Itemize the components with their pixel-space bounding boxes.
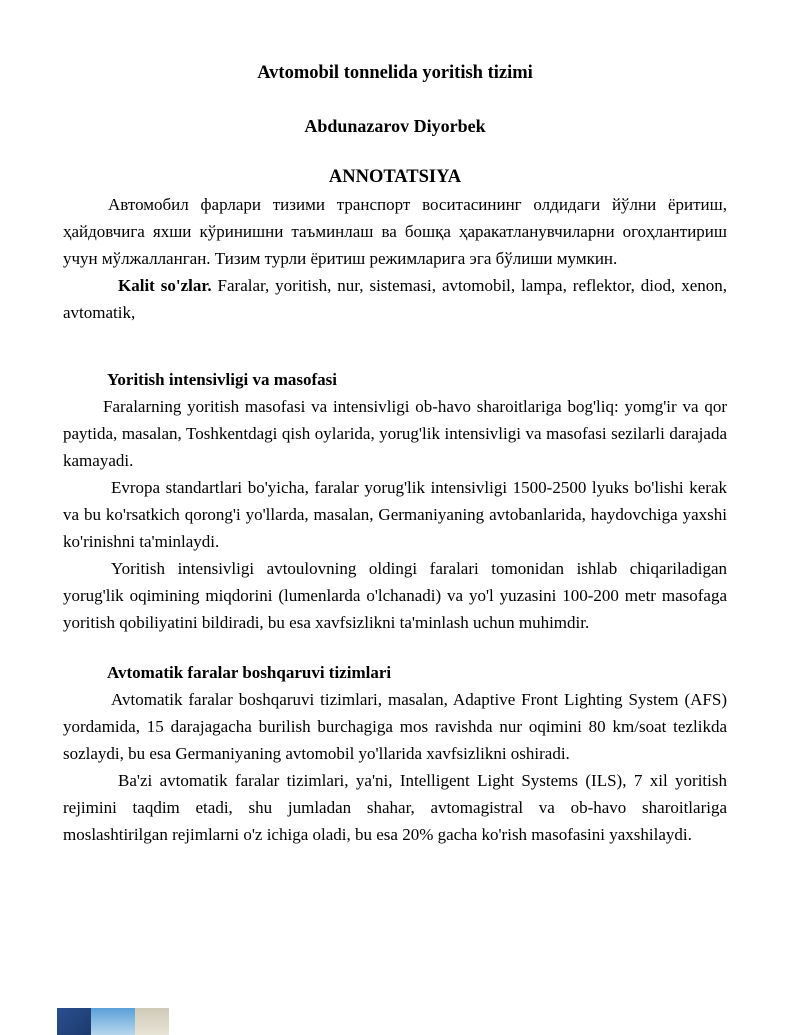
paragraph-ils-system: Ba'zi avtomatik faralar tizimlari, ya'ni, Intelligent Light Systems (ILS), 7 xil yoritish rejimini taqdim etadi, shu jumladan shahar, avtomagistral va ob-havo sharoitlariga moslashtirilgan rejimlarni o'z ichiga oladi, bu esa 20% gacha ko'rish masofasini yaxshilaydi. <box>63 771 727 844</box>
cutoff-image-fragment <box>57 1008 169 1035</box>
keywords-label: Kalit so'zlar. <box>118 276 212 295</box>
keywords-paragraph <box>63 272 727 326</box>
annotation-paragraph: Автомобил фарлари тизими транспорт воситасининг олдидаги йўлни ёритиш, ҳайдовчига яхши кўринишни таъминлаш ва бошқа ҳаракатланувчиларни огоҳлантириш учун мўлжалланган. Тизим турли ёритиш режимларига эга бўлиши мумкин. <box>63 195 727 268</box>
cutoff-image-segment-dark-blue <box>57 1008 91 1035</box>
section-heading-lighting-intensity: Yoritish intensivligi va masofasi <box>107 370 337 389</box>
keywords-text: Faralar, yoritish, nur, sistemasi, avtomobil, lampa, reflektor, diod, xenon, avtomatik, <box>63 276 727 322</box>
document-title: Avtomobil tonnelida yoritish tizimi <box>257 63 533 83</box>
paragraph-european-standards: Evropa standartlari bo'yicha, faralar yorug'lik intensivligi 1500-2500 lyuks bo'lishi kerak va bu ko'rsatkich qorong'i yo'llarda, masalan, Germaniyaning avtobanlarida, haydovchiga yaxshi ko'rinishni ta'minlaydi. <box>63 478 727 551</box>
paragraph-lumen-output: Yoritish intensivligi avtoulovning oldingi faralari tomonidan ishlab chiqariladigan yorug'lik oqimining miqdorini (lumenlarda o'lchanadi) va yo'l yuzasini 100-200 metr masofaga yoritish qobiliyatini bildiradi, bu esa xavfsizlikni ta'minlash uchun muhimdir. <box>63 559 727 632</box>
author-name: Abdunazarov Diyorbek <box>304 116 486 136</box>
cutoff-image-segment-tan <box>135 1008 169 1035</box>
annotation-heading: ANNOTATSIYA <box>328 167 462 187</box>
paragraph-afs-system: Avtomatik faralar boshqaruvi tizimlari, masalan, Adaptive Front Lighting System (AFS) yordamida, 15 darajagacha burilish burchagiga mos ravishda nur oqimini 80 km/soat tezlikda sozlaydi, bu esa Germaniyaning avtomobil yo'llarida xavfsizlikni oshiradi. <box>63 690 727 763</box>
cutoff-image-segment-light-blue <box>91 1008 135 1035</box>
paragraph-weather-dependence: Faralarning yoritish masofasi va intensivligi ob-havo sharoitlariga bog'liq: yomg'ir va qor paytida, masalan, Toshkentdagi qish oylarida, yorug'lik intensivligi va masofasi sezilarli darajada kamayadi. <box>63 397 727 470</box>
section-heading-automatic-control: Avtomatik faralar boshqaruvi tizimlari <box>107 663 392 682</box>
